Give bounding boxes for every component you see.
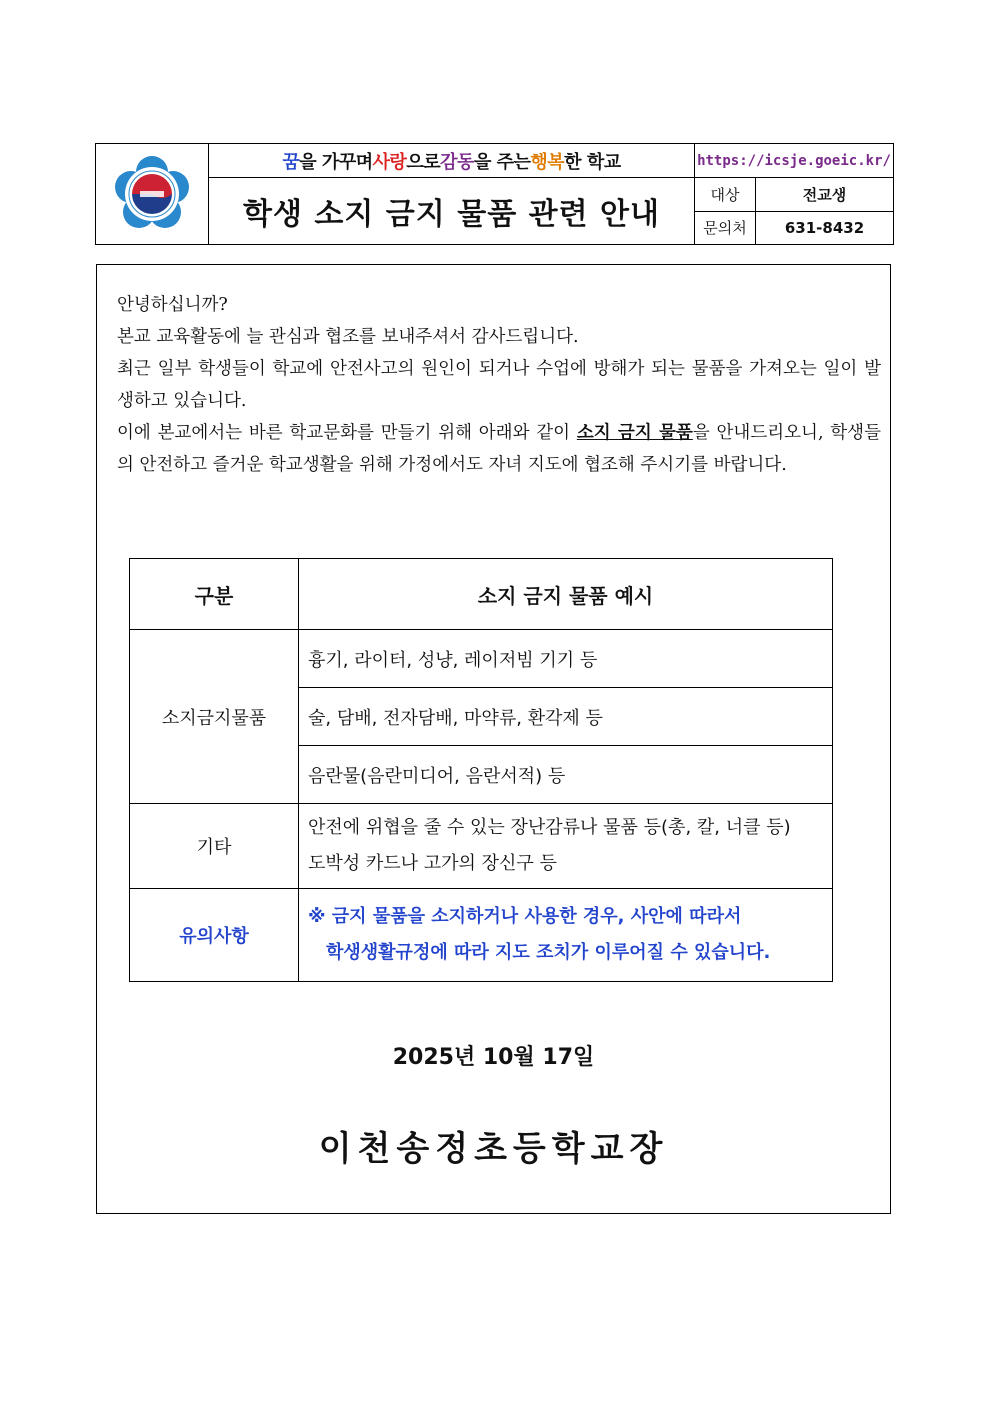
request-text-before: 이에 본교에서는 바른 학교문화를 만들기 위해 아래와 같이 <box>117 423 577 443</box>
slogan-part: 을 주는 <box>473 151 531 173</box>
school-logo-cell <box>96 144 209 244</box>
header-middle <box>209 144 695 244</box>
greeting: 안녕하십니까? <box>117 295 228 315</box>
slogan-part: 을 가꾸며 <box>299 151 373 173</box>
notice-category: 유의사항 <box>130 889 299 982</box>
notice-line: 학생생활규정에 따라 지도 조치가 이루어질 수 있습니다. <box>326 942 771 963</box>
prohibited-category: 소지금지물품 <box>130 630 299 804</box>
table-row <box>130 889 833 982</box>
prohibited-item: 흉기, 라이터, 성냥, 레이저빔 기기 등 <box>299 630 833 688</box>
target-value: 전교생 <box>802 185 847 204</box>
document-header <box>95 143 894 245</box>
letter-body <box>96 264 891 1214</box>
slogan-part: 사랑 <box>372 151 407 173</box>
table-row <box>130 630 833 688</box>
prohibited-items-emphasis: 소지 금지 물품 <box>576 423 693 443</box>
prohibited-item: 음란물(음란미디어, 음란서적) 등 <box>299 746 833 804</box>
school-url-link[interactable]: https://icsje.goeic.kr/ <box>695 144 893 178</box>
school-emblem-icon <box>114 156 190 232</box>
slogan-part: 행복 <box>530 151 565 173</box>
letter-text <box>107 289 881 481</box>
slogan-part: 꿈 <box>282 151 300 173</box>
table-row <box>130 804 833 889</box>
principal-signature: 이천송정초등학교장 <box>318 1129 669 1169</box>
header-right <box>695 144 893 244</box>
header-category: 구분 <box>130 559 299 630</box>
contact-value: 631-8432 <box>784 218 865 237</box>
prohibited-items-table <box>129 558 833 982</box>
target-row <box>695 178 893 211</box>
prohibited-item: 술, 담배, 전자담배, 마약류, 환각제 등 <box>299 688 833 746</box>
target-label: 대상 <box>695 178 756 211</box>
notice-line: ※ 금지 물품을 소지하거나 사용한 경우, 사안에 따라서 <box>308 906 742 927</box>
other-items <box>299 804 833 889</box>
issue-date: 2025년 10월 17일 <box>392 1045 595 1070</box>
other-category: 기타 <box>130 804 299 889</box>
document-title: 학생 소지 금지 물품 관련 안내 <box>243 197 660 232</box>
slogan-part: 감동 <box>440 151 474 173</box>
contact-label: 문의처 <box>695 212 756 245</box>
other-item: 안전에 위협을 줄 수 있는 장난감류나 물품 등(총, 칼, 너클 등) <box>308 817 791 838</box>
situation-paragraph: 최근 일부 학생들이 학교에 안전사고의 원인이 되거나 수업에 방해가 되는 물품을 가져오는 일이 발생하고 있습니다. <box>117 359 881 411</box>
table-header-row <box>130 559 833 630</box>
slogan-part: 한 학교 <box>564 151 621 173</box>
request-text-after: 을 안내드리오니, 학생들의 안전하고 즐거운 학교생활을 위해 가정에서도 자녀 지도에 협조해 주시기를 바랍니다. <box>117 423 881 475</box>
thanks-line: 본교 교육활동에 늘 관심과 협조를 보내주셔서 감사드립니다. <box>117 327 579 347</box>
notice-text <box>299 889 833 982</box>
other-item: 도박성 카드나 고가의 장신구 등 <box>308 853 557 874</box>
header-examples: 소지 금지 물품 예시 <box>299 559 833 630</box>
request-paragraph <box>107 417 881 481</box>
contact-row <box>695 211 893 245</box>
school-slogan <box>209 144 694 178</box>
slogan-part: 으로 <box>406 151 441 173</box>
